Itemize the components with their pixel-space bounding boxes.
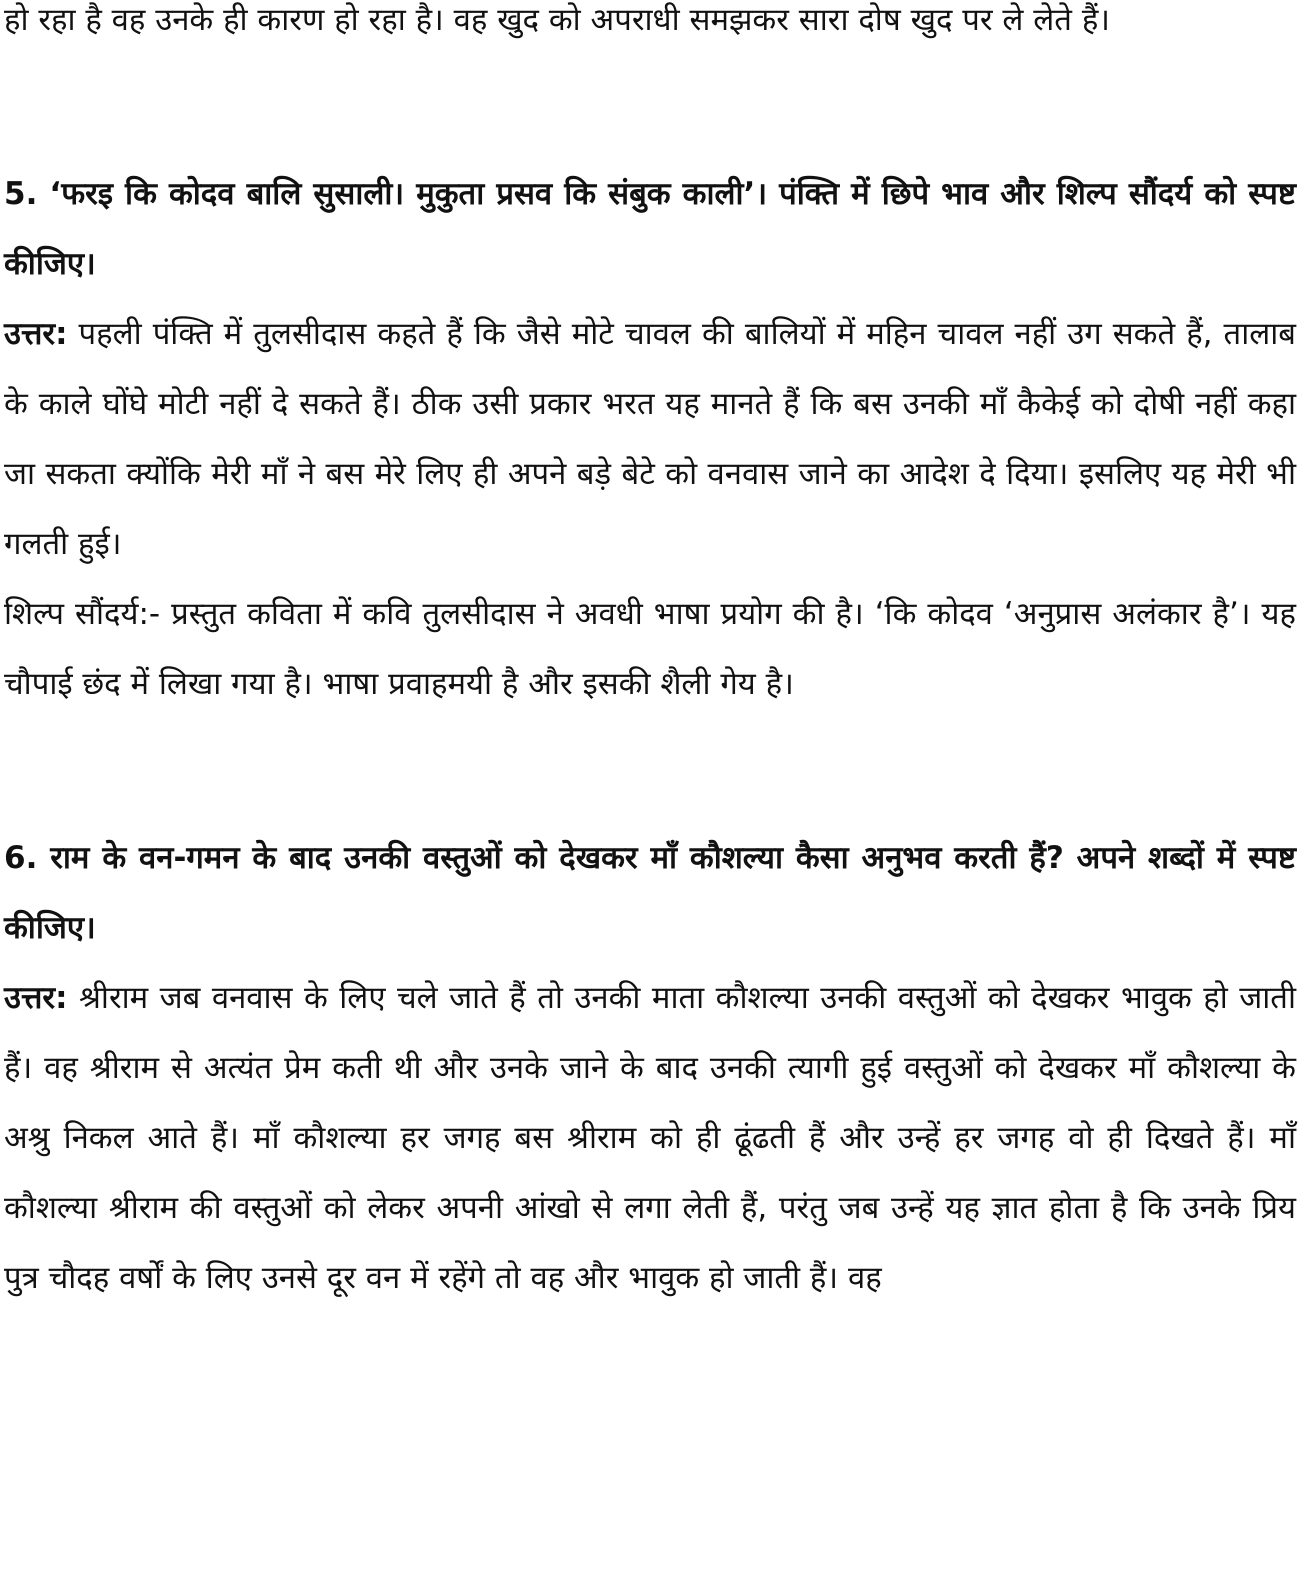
section-spacer: [4, 55, 1296, 159]
craft-beauty-paragraph: शिल्प सौंदर्य:- प्रस्तुत कविता में कवि तुलसीदास ने अवधी भाषा प्रयोग की है। ‘कि कोदव ‘अनुप्रास अलंकार है’। यह चौपाई छंद में लिखा गया है। भाषा प्रवाहमयी है और इसकी शैली गेय है।: [4, 596, 1296, 702]
answer-5-text: पहली पंक्ति में तुलसीदास कहते हैं कि जैसे मोटे चावल की बालियों में महिन चावल नहीं उग सकते हैं, तालाब के काले घोंघे मोटी नहीं दे सकते हैं। ठीक उसी प्रकार भरत यह मानते हैं कि बस उनकी माँ कैकेई को दोषी नहीं कहा जा सकता क्योंकि मेरी माँ ने बस मेरे लिए ही अपने बड़े बेटे को वनवास जाने का आदेश दे दिया। इसलिए यह मेरी भी गलती हुई।: [4, 316, 1296, 562]
answer-5: [4, 299, 1296, 579]
question-5: 5. ‘फरइ कि कोदव बालि सुसाली। मुकुता प्रसव कि संबुक काली’। पंक्ति में छिपे भाव और शिल्प सौंदर्य को स्पष्ट कीजिए।: [4, 176, 1296, 282]
section-spacer: [4, 719, 1296, 823]
answer-6-text: श्रीराम जब वनवास के लिए चले जाते हैं तो उनकी माता कौशल्या उनकी वस्तुओं को देखकर भावुक हो जाती हैं। वह श्रीराम से अत्यंत प्रेम कती थी और उनके जाने के बाद उनकी त्यागी हुई वस्तुओं को देखकर माँ कौशल्या के अश्रु निकल आते हैं। माँ कौशल्या हर जगह बस श्रीराम को ही ढूंढती हैं और उन्हें हर जगह वो ही दिखते हैं। माँ कौशल्या श्रीराम की वस्तुओं को लेकर अपनी आंखो से लगा लेती हैं, परंतु जब उन्हें यह ज्ञात होता है कि उनके प्रिय पुत्र चौदह वर्षों के लिए उनसे दूर वन में रहेंगे तो वह और भावुक हो जाती हैं। वह: [4, 980, 1296, 1296]
answer-6-label: उत्तर:: [4, 980, 68, 1016]
answer-5-label: उत्तर:: [4, 316, 68, 352]
question-6: 6. राम के वन-गमन के बाद उनकी वस्तुओं को देखकर माँ कौशल्या कैसा अनुभव करती हैं? अपने शब्दों में स्पष्ट कीजिए।: [4, 840, 1296, 946]
continuation-paragraph: हो रहा है वह उनके ही कारण हो रहा है। वह खुद को अपराधी समझकर सारा दोष खुद पर ले लेते हैं।: [4, 2, 1111, 38]
answer-6: [4, 963, 1296, 1313]
